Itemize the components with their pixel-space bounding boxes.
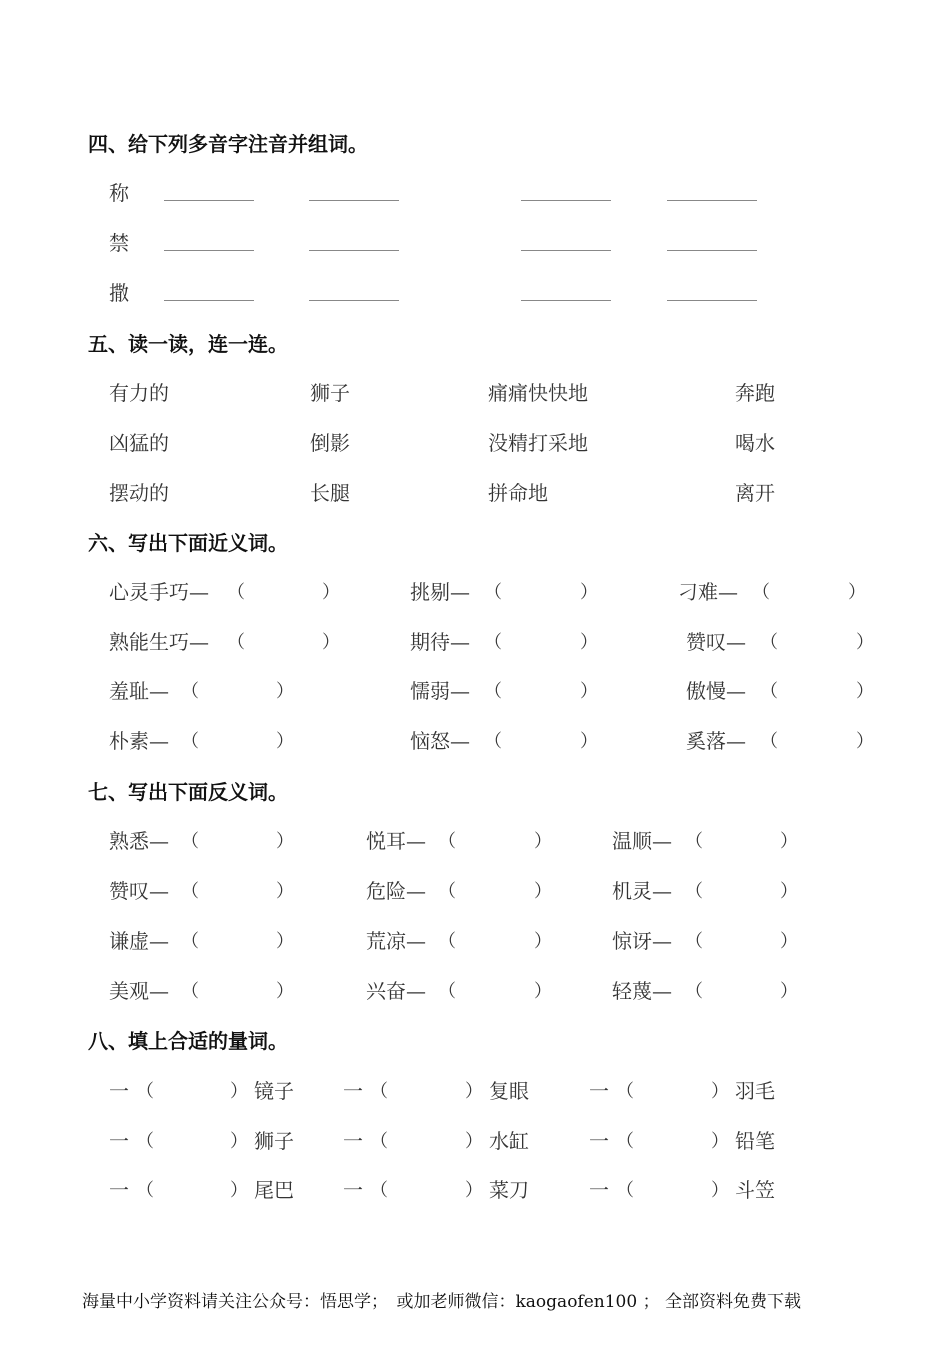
paren-close: ） bbox=[711, 1081, 729, 1102]
measure-noun: 复眼 bbox=[489, 1079, 529, 1103]
section-7-title: 七、写出下面反义词。 bbox=[88, 780, 288, 804]
paren-close: ） bbox=[711, 1131, 729, 1152]
paren-open: （ bbox=[227, 632, 245, 653]
answer-line[interactable] bbox=[164, 250, 254, 251]
synonym-word: 朴素— bbox=[109, 729, 169, 753]
paren-open: （ bbox=[181, 931, 199, 952]
measure-noun: 镜子 bbox=[254, 1079, 294, 1103]
antonym-word: 熟悉— bbox=[109, 829, 169, 853]
synonym-word: 熟能生巧— bbox=[109, 630, 209, 654]
paren-close: ） bbox=[230, 1081, 248, 1102]
match-word[interactable]: 离开 bbox=[735, 481, 775, 505]
answer-line[interactable] bbox=[667, 200, 757, 201]
section-5-title: 五、读一读，连一连。 bbox=[88, 332, 288, 356]
paren-close: ） bbox=[780, 831, 798, 852]
match-word[interactable]: 狮子 bbox=[310, 381, 350, 405]
answer-line[interactable] bbox=[164, 300, 254, 301]
measure-prefix: 一 bbox=[343, 1079, 363, 1103]
polyphone-char: 禁 bbox=[109, 231, 129, 255]
measure-noun: 斗笠 bbox=[735, 1178, 775, 1202]
measure-prefix: 一 bbox=[109, 1129, 129, 1153]
match-word[interactable]: 没精打采地 bbox=[488, 431, 588, 455]
match-word[interactable]: 有力的 bbox=[109, 381, 169, 405]
paren-close: ） bbox=[780, 981, 798, 1002]
antonym-word: 温顺— bbox=[612, 829, 672, 853]
match-word[interactable]: 长腿 bbox=[310, 481, 350, 505]
antonym-word: 机灵— bbox=[612, 879, 672, 903]
synonym-word: 恼怒— bbox=[410, 729, 470, 753]
synonym-word: 懦弱— bbox=[410, 679, 470, 703]
paren-open: （ bbox=[616, 1131, 634, 1152]
measure-prefix: 一 bbox=[109, 1079, 129, 1103]
paren-close: ） bbox=[856, 731, 874, 752]
paren-close: ） bbox=[322, 632, 340, 653]
paren-close: ） bbox=[711, 1180, 729, 1201]
answer-line[interactable] bbox=[309, 250, 399, 251]
paren-open: （ bbox=[484, 632, 502, 653]
paren-close: ） bbox=[856, 681, 874, 702]
paren-close: ） bbox=[780, 931, 798, 952]
paren-open: （ bbox=[752, 582, 770, 603]
paren-open: （ bbox=[760, 681, 778, 702]
paren-close: ） bbox=[580, 582, 598, 603]
paren-open: （ bbox=[370, 1180, 388, 1201]
paren-open: （ bbox=[136, 1131, 154, 1152]
answer-line[interactable] bbox=[521, 250, 611, 251]
paren-close: ） bbox=[276, 731, 294, 752]
paren-close: ） bbox=[580, 632, 598, 653]
answer-line[interactable] bbox=[164, 200, 254, 201]
paren-close: ） bbox=[580, 681, 598, 702]
paren-open: （ bbox=[616, 1081, 634, 1102]
paren-open: （ bbox=[370, 1131, 388, 1152]
paren-close: ） bbox=[276, 681, 294, 702]
paren-open: （ bbox=[484, 582, 502, 603]
synonym-word: 期待— bbox=[410, 630, 470, 654]
paren-close: ） bbox=[465, 1180, 483, 1201]
paren-open: （ bbox=[181, 831, 199, 852]
polyphone-char: 撒 bbox=[109, 281, 129, 305]
measure-prefix: 一 bbox=[109, 1178, 129, 1202]
measure-noun: 菜刀 bbox=[489, 1178, 529, 1202]
match-word[interactable]: 喝水 bbox=[735, 431, 775, 455]
paren-open: （ bbox=[438, 981, 456, 1002]
match-word[interactable]: 奔跑 bbox=[735, 381, 775, 405]
antonym-word: 惊讶— bbox=[612, 929, 672, 953]
measure-noun: 狮子 bbox=[254, 1129, 294, 1153]
antonym-word: 美观— bbox=[109, 979, 169, 1003]
antonym-word: 赞叹— bbox=[109, 879, 169, 903]
measure-noun: 尾巴 bbox=[254, 1178, 294, 1202]
paren-open: （ bbox=[760, 731, 778, 752]
paren-open: （ bbox=[484, 731, 502, 752]
paren-close: ） bbox=[276, 981, 294, 1002]
antonym-word: 荒凉— bbox=[366, 929, 426, 953]
paren-open: （ bbox=[616, 1180, 634, 1201]
synonym-word: 刁难— bbox=[678, 580, 738, 604]
paren-close: ） bbox=[780, 881, 798, 902]
paren-open: （ bbox=[685, 981, 703, 1002]
paren-close: ） bbox=[276, 831, 294, 852]
paren-open: （ bbox=[181, 681, 199, 702]
section-4-title: 四、给下列多音字注音并组词。 bbox=[88, 132, 368, 156]
paren-open: （ bbox=[370, 1081, 388, 1102]
paren-open: （ bbox=[484, 681, 502, 702]
paren-open: （ bbox=[136, 1180, 154, 1201]
paren-close: ） bbox=[580, 731, 598, 752]
section-6-title: 六、写出下面近义词。 bbox=[88, 531, 288, 555]
page-footer: 海量中小学资料请关注公众号：悟思学； 或加老师微信：kaogaofen100 ； 全部资料免费下载 bbox=[82, 1292, 801, 1312]
paren-open: （ bbox=[181, 981, 199, 1002]
paren-close: ） bbox=[276, 881, 294, 902]
paren-close: ） bbox=[848, 582, 866, 603]
measure-prefix: 一 bbox=[343, 1178, 363, 1202]
antonym-word: 谦虚— bbox=[109, 929, 169, 953]
match-word[interactable]: 凶猛的 bbox=[109, 431, 169, 455]
paren-close: ） bbox=[534, 831, 552, 852]
answer-line[interactable] bbox=[667, 250, 757, 251]
antonym-word: 危险— bbox=[366, 879, 426, 903]
paren-open: （ bbox=[438, 931, 456, 952]
answer-line[interactable] bbox=[309, 200, 399, 201]
antonym-word: 悦耳— bbox=[366, 829, 426, 853]
paren-close: ） bbox=[465, 1131, 483, 1152]
paren-close: ） bbox=[322, 582, 340, 603]
match-word[interactable]: 倒影 bbox=[310, 431, 350, 455]
measure-noun: 羽毛 bbox=[735, 1079, 775, 1103]
answer-line[interactable] bbox=[309, 300, 399, 301]
paren-close: ） bbox=[276, 931, 294, 952]
synonym-word: 挑剔— bbox=[410, 580, 470, 604]
paren-open: （ bbox=[685, 831, 703, 852]
answer-line[interactable] bbox=[521, 300, 611, 301]
paren-open: （ bbox=[136, 1081, 154, 1102]
section-8-title: 八、填上合适的量词。 bbox=[88, 1029, 288, 1053]
synonym-word: 羞耻— bbox=[109, 679, 169, 703]
paren-close: ） bbox=[856, 632, 874, 653]
answer-line[interactable] bbox=[521, 200, 611, 201]
paren-open: （ bbox=[181, 881, 199, 902]
paren-close: ） bbox=[534, 881, 552, 902]
measure-prefix: 一 bbox=[343, 1129, 363, 1153]
antonym-word: 轻蔑— bbox=[612, 979, 672, 1003]
synonym-word: 心灵手巧— bbox=[109, 580, 209, 604]
measure-noun: 水缸 bbox=[489, 1129, 529, 1153]
paren-close: ） bbox=[534, 981, 552, 1002]
polyphone-char: 称 bbox=[109, 181, 129, 205]
paren-close: ） bbox=[230, 1180, 248, 1201]
paren-close: ） bbox=[465, 1081, 483, 1102]
paren-close: ） bbox=[534, 931, 552, 952]
synonym-word: 赞叹— bbox=[686, 630, 746, 654]
paren-open: （ bbox=[181, 731, 199, 752]
paren-open: （ bbox=[438, 831, 456, 852]
measure-prefix: 一 bbox=[589, 1079, 609, 1103]
match-word[interactable]: 摆动的 bbox=[109, 481, 169, 505]
paren-open: （ bbox=[760, 632, 778, 653]
synonym-word: 奚落— bbox=[686, 729, 746, 753]
measure-prefix: 一 bbox=[589, 1129, 609, 1153]
measure-noun: 铅笔 bbox=[735, 1129, 775, 1153]
paren-open: （ bbox=[685, 881, 703, 902]
paren-open: （ bbox=[685, 931, 703, 952]
antonym-word: 兴奋— bbox=[366, 979, 426, 1003]
paren-open: （ bbox=[438, 881, 456, 902]
paren-close: ） bbox=[230, 1131, 248, 1152]
measure-prefix: 一 bbox=[589, 1178, 609, 1202]
paren-open: （ bbox=[227, 582, 245, 603]
answer-line[interactable] bbox=[667, 300, 757, 301]
match-word[interactable]: 拼命地 bbox=[488, 481, 548, 505]
match-word[interactable]: 痛痛快快地 bbox=[488, 381, 588, 405]
synonym-word: 傲慢— bbox=[686, 679, 746, 703]
